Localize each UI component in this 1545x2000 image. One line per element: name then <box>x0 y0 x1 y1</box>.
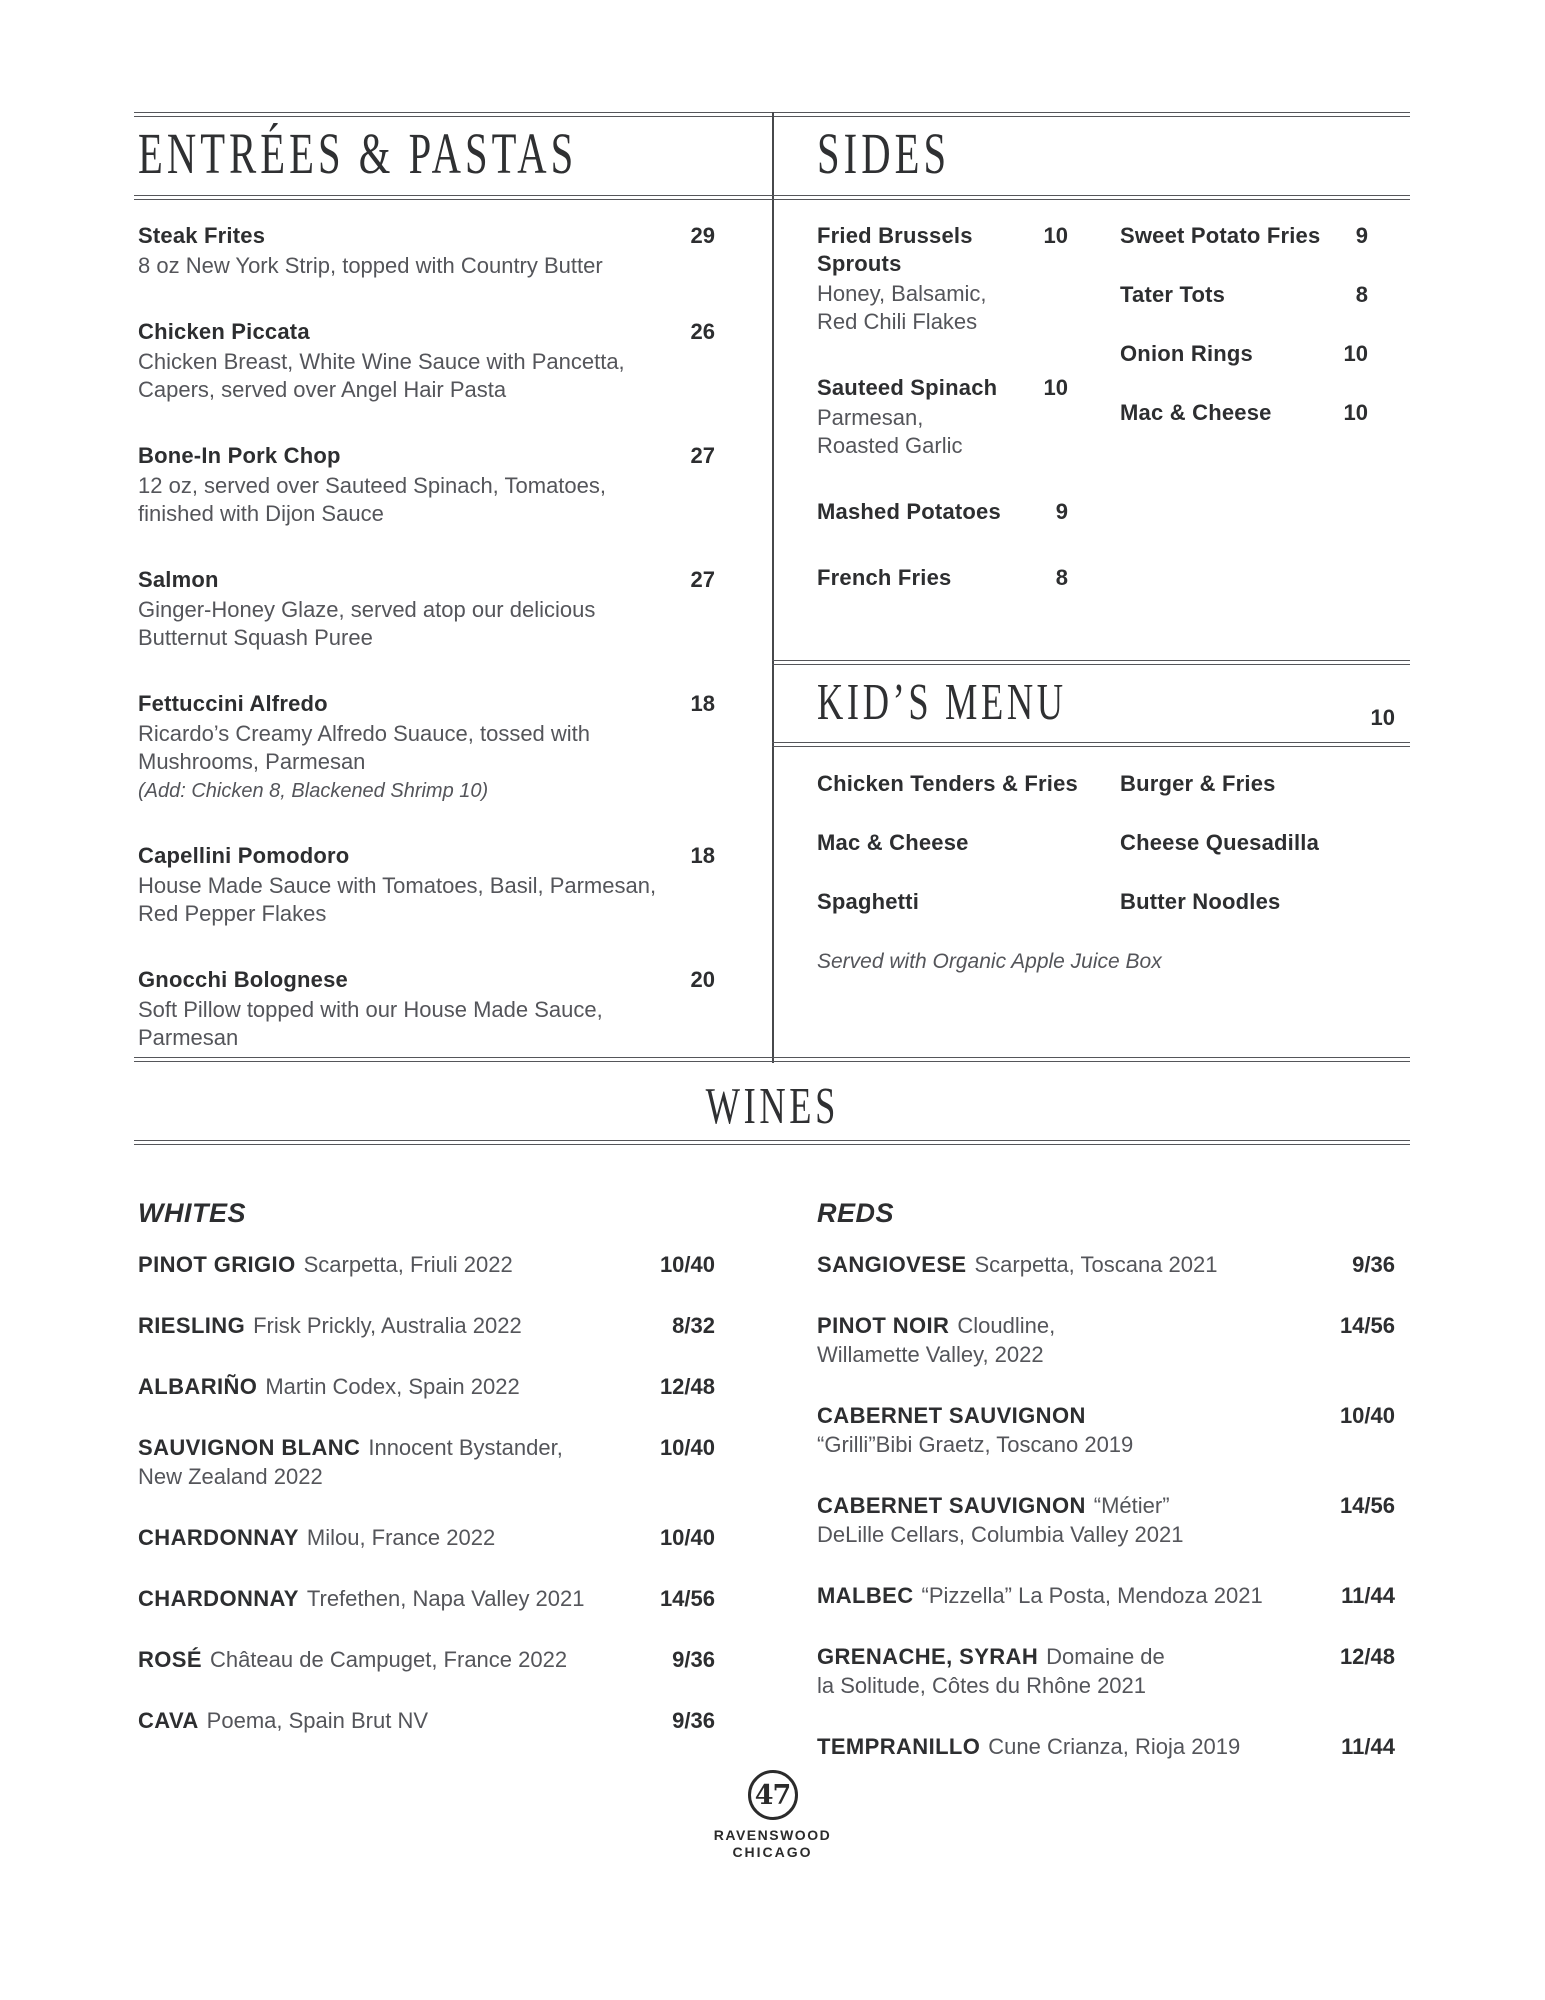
wine-price: 9/36 <box>1352 1252 1395 1277</box>
wine-detail: Trefethen, Napa Valley 2021 <box>306 1586 585 1611</box>
menu-item-header <box>138 222 715 250</box>
menu-item-header <box>1120 222 1368 250</box>
menu-item-header <box>817 564 1068 592</box>
menu-item <box>817 498 1068 526</box>
wine-name: CHARDONNAY <box>138 1586 299 1611</box>
logo-number: 47 <box>754 1779 791 1811</box>
kids-bottom-rule <box>772 742 1410 747</box>
wine-text <box>138 1584 640 1613</box>
whites-heading: WHITES <box>138 1198 246 1228</box>
section-title-sides <box>817 122 1007 186</box>
item-price: 10 <box>1043 223 1068 248</box>
wine-text <box>817 1732 1320 1761</box>
wine-item <box>138 1250 715 1279</box>
wine-item <box>138 1372 715 1401</box>
menu-item <box>817 222 1068 336</box>
wine-price: 12/48 <box>659 1374 715 1399</box>
sides-header-underline <box>772 195 1410 200</box>
wine-price: 9/36 <box>672 1647 715 1672</box>
wine-name: SAUVIGNON BLANC <box>138 1435 361 1460</box>
item-name: Mac & Cheese <box>1120 400 1272 425</box>
item-name: Sweet Potato Fries <box>1120 223 1321 248</box>
wine-text <box>817 1581 1320 1610</box>
item-name: Salmon <box>138 567 219 592</box>
menu-item <box>138 690 715 804</box>
section-title-kids <box>817 672 1174 733</box>
item-price: 18 <box>690 691 715 716</box>
wine-price: 10/40 <box>1339 1403 1395 1428</box>
item-price: 27 <box>690 567 715 592</box>
menu-item-header <box>1120 340 1368 368</box>
section-title-kids-text: KID’S MENU <box>817 674 1067 731</box>
wine-detail: Frisk Prickly, Australia 2022 <box>253 1313 522 1338</box>
item-name: Chicken Piccata <box>138 319 310 344</box>
item-name: Mashed Potatoes <box>817 499 1001 524</box>
wine-price: 14/56 <box>659 1586 715 1611</box>
menu-item-header <box>817 374 1068 402</box>
item-description: Ginger-Honey Glaze, served atop our delicious Butternut Squash Puree <box>138 597 596 650</box>
wine-detail-lines: “Grilli”Bibi Graetz, Toscano 2019 <box>817 1432 1134 1457</box>
entrees-header-underline <box>134 195 773 200</box>
wine-price: 12/48 <box>1339 1644 1395 1669</box>
wine-detail: “Pizzella” La Posta, Mendoza 2021 <box>921 1583 1263 1608</box>
wine-text <box>138 1372 640 1401</box>
section-title-entrees <box>138 122 765 186</box>
wine-item <box>138 1311 715 1340</box>
wine-price: 10/40 <box>659 1252 715 1277</box>
wine-detail-lines: Willamette Valley, 2022 <box>817 1342 1044 1367</box>
item-note: (Add: Chicken 8, Blackened Shrimp 10) <box>138 780 489 802</box>
kids-top-rule <box>772 660 1410 665</box>
wines-header-underline <box>134 1140 1410 1145</box>
reds-list <box>817 1250 1395 1793</box>
item-description: 8 oz New York Strip, topped with Country Butter <box>138 253 603 278</box>
item-name: Bone-In Pork Chop <box>138 443 341 468</box>
wine-name: ALBARIÑO <box>138 1374 258 1399</box>
item-price: 10 <box>1043 375 1068 400</box>
kids-item: Spaghetti <box>817 889 920 914</box>
wine-item <box>817 1581 1395 1610</box>
menu-item-header <box>1120 281 1368 309</box>
menu-item <box>1120 399 1368 427</box>
item-price: 29 <box>690 223 715 248</box>
wine-price: 11/44 <box>1341 1583 1395 1608</box>
item-price: 9 <box>1355 223 1368 248</box>
menu-item-header <box>138 442 715 470</box>
menu-item-header <box>138 842 715 870</box>
wine-item <box>817 1732 1395 1761</box>
kids-item: Chicken Tenders & Fries <box>817 771 1078 796</box>
menu-item-header <box>138 566 715 594</box>
item-description: Ricardo’s Creamy Alfredo Suauce, tossed with Mushrooms, Parmesan <box>138 721 591 774</box>
wine-item <box>138 1523 715 1552</box>
item-name: French Fries <box>817 565 952 590</box>
wine-price: 14/56 <box>1339 1493 1395 1518</box>
item-description: Parmesan, Roasted Garlic <box>817 405 963 458</box>
menu-item <box>817 564 1068 592</box>
wine-name: MALBEC <box>817 1583 914 1608</box>
wine-item <box>817 1642 1395 1700</box>
item-name: Tater Tots <box>1120 282 1226 307</box>
item-name: Onion Rings <box>1120 341 1253 366</box>
wine-name: TEMPRANILLO <box>817 1734 981 1759</box>
kids-item: Burger & Fries <box>1120 771 1276 796</box>
wine-price: 10/40 <box>659 1525 715 1550</box>
wine-detail: Cloudline, <box>957 1313 1056 1338</box>
wine-text <box>817 1642 1320 1700</box>
menu-item-header <box>817 222 1068 278</box>
logo-47-badge <box>748 1770 798 1820</box>
wine-detail: Martin Codex, Spain 2022 <box>265 1374 520 1399</box>
wine-name: CABERNET SAUVIGNON <box>817 1403 1086 1428</box>
item-name: Sauteed Spinach <box>817 375 998 400</box>
wine-item <box>817 1401 1395 1459</box>
item-name: Capellini Pomodoro <box>138 843 350 868</box>
menu-item-header <box>1120 399 1368 427</box>
whites-list <box>138 1250 715 1767</box>
wine-item <box>817 1250 1395 1279</box>
wine-text <box>138 1706 640 1735</box>
logo-name: RAVENSWOOD <box>713 1827 832 1843</box>
item-name: Fried Brussels Sprouts <box>817 223 973 276</box>
section-title-wines-text: WINES <box>705 1078 839 1135</box>
wine-detail-lines: la Solitude, Côtes du Rhône 2021 <box>817 1673 1147 1698</box>
menu-item-header <box>138 318 715 346</box>
wine-name: PINOT NOIR <box>817 1313 950 1338</box>
wine-detail: Cune Crianza, Rioja 2019 <box>988 1734 1241 1759</box>
logo-city: CHICAGO <box>732 1844 813 1860</box>
item-price: 8 <box>1355 282 1368 307</box>
menu-item <box>138 966 715 1052</box>
menu-item-header <box>817 498 1068 526</box>
menu-item <box>138 842 715 928</box>
wine-item <box>138 1433 715 1491</box>
wine-text <box>817 1491 1320 1549</box>
wine-detail-lines: DeLille Cellars, Columbia Valley 2021 <box>817 1522 1184 1547</box>
wine-name: CAVA <box>138 1708 199 1733</box>
menu-item <box>1120 222 1368 250</box>
item-price: 9 <box>1055 499 1068 524</box>
wine-price: 14/56 <box>1339 1313 1395 1338</box>
menu-item <box>138 442 715 528</box>
wine-name: CHARDONNAY <box>138 1525 299 1550</box>
wine-item <box>817 1491 1395 1549</box>
kids-note: Served with Organic Apple Juice Box <box>817 950 1162 973</box>
menu-item-header <box>138 966 715 994</box>
wine-detail: Scarpetta, Toscana 2021 <box>974 1252 1218 1277</box>
menu-item <box>138 566 715 652</box>
section-bottom-rule <box>134 1057 1410 1062</box>
wine-text <box>817 1250 1320 1279</box>
entrees-list <box>138 222 715 1090</box>
item-name: Gnocchi Bolognese <box>138 967 348 992</box>
wine-price: 9/36 <box>672 1708 715 1733</box>
wine-item <box>817 1311 1395 1369</box>
wine-name: CABERNET SAUVIGNON <box>817 1493 1086 1518</box>
item-price: 10 <box>1343 341 1368 366</box>
item-price: 18 <box>690 843 715 868</box>
item-price: 20 <box>690 967 715 992</box>
sides-list-right <box>1120 222 1368 458</box>
wine-text <box>138 1433 640 1491</box>
menu-item-header <box>138 690 715 718</box>
wine-detail: Château de Campuget, France 2022 <box>209 1647 568 1672</box>
item-price: 26 <box>690 319 715 344</box>
menu-item <box>138 222 715 280</box>
wine-price: 11/44 <box>1341 1734 1395 1759</box>
wine-text <box>138 1523 640 1552</box>
wine-detail: Scarpetta, Friuli 2022 <box>303 1252 513 1277</box>
item-price: 10 <box>1343 400 1368 425</box>
wine-text <box>138 1311 640 1340</box>
column-divider-rule <box>772 112 774 1063</box>
wine-detail: “Métier” <box>1093 1493 1170 1518</box>
menu-item <box>817 374 1068 460</box>
wine-detail-lines: New Zealand 2022 <box>138 1464 323 1489</box>
section-title-wines <box>134 1076 1410 1137</box>
section-title-entrees-text: ENTRÉES & PASTAS <box>138 121 578 186</box>
item-name: Fettuccini Alfredo <box>138 691 328 716</box>
menu-item <box>1120 281 1368 309</box>
wine-detail: Poema, Spain Brut NV <box>206 1708 429 1733</box>
item-price: 27 <box>690 443 715 468</box>
wine-item <box>138 1645 715 1674</box>
section-title-sides-text: SIDES <box>817 121 951 186</box>
kids-item: Cheese Quesadilla <box>1120 830 1320 855</box>
menu-item <box>138 318 715 404</box>
item-description: Soft Pillow topped with our House Made Sauce, Parmesan <box>138 997 603 1050</box>
wine-text <box>817 1401 1320 1459</box>
item-price: 8 <box>1055 565 1068 590</box>
item-description: 12 oz, served over Sauteed Spinach, Tomatoes, finished with Dijon Sauce <box>138 473 606 526</box>
sides-list-left <box>817 222 1068 630</box>
wine-name: SANGIOVESE <box>817 1252 967 1277</box>
menu-item <box>1120 340 1368 368</box>
wine-name: ROSÉ <box>138 1647 202 1672</box>
kids-list-right <box>1120 770 1400 947</box>
wine-price: 10/40 <box>659 1435 715 1460</box>
reds-heading: REDS <box>817 1198 895 1228</box>
kids-item: Mac & Cheese <box>817 830 969 855</box>
wine-text <box>138 1250 640 1279</box>
wine-name: GRENACHE, SYRAH <box>817 1644 1039 1669</box>
wine-name: RIESLING <box>138 1313 246 1338</box>
wine-detail: Innocent Bystander, <box>368 1435 563 1460</box>
wine-item <box>138 1584 715 1613</box>
wine-detail: Domaine de <box>1046 1644 1165 1669</box>
wine-item <box>138 1706 715 1735</box>
item-name: Steak Frites <box>138 223 266 248</box>
restaurant-logo <box>0 1770 1545 1861</box>
wine-text <box>138 1645 640 1674</box>
wine-price: 8/32 <box>672 1313 715 1338</box>
kids-list-left <box>817 770 1112 947</box>
kids-item: Butter Noodles <box>1120 889 1281 914</box>
kids-menu-price: 10 <box>1370 705 1395 730</box>
item-description: Chicken Breast, White Wine Sauce with Pancetta, Capers, served over Angel Hair Pasta <box>138 349 625 402</box>
item-description: House Made Sauce with Tomatoes, Basil, Parmesan, Red Pepper Flakes <box>138 873 657 926</box>
item-description: Honey, Balsamic, Red Chili Flakes <box>817 281 987 334</box>
wine-name: PINOT GRIGIO <box>138 1252 296 1277</box>
wine-text <box>817 1311 1320 1369</box>
wine-detail: Milou, France 2022 <box>306 1525 496 1550</box>
